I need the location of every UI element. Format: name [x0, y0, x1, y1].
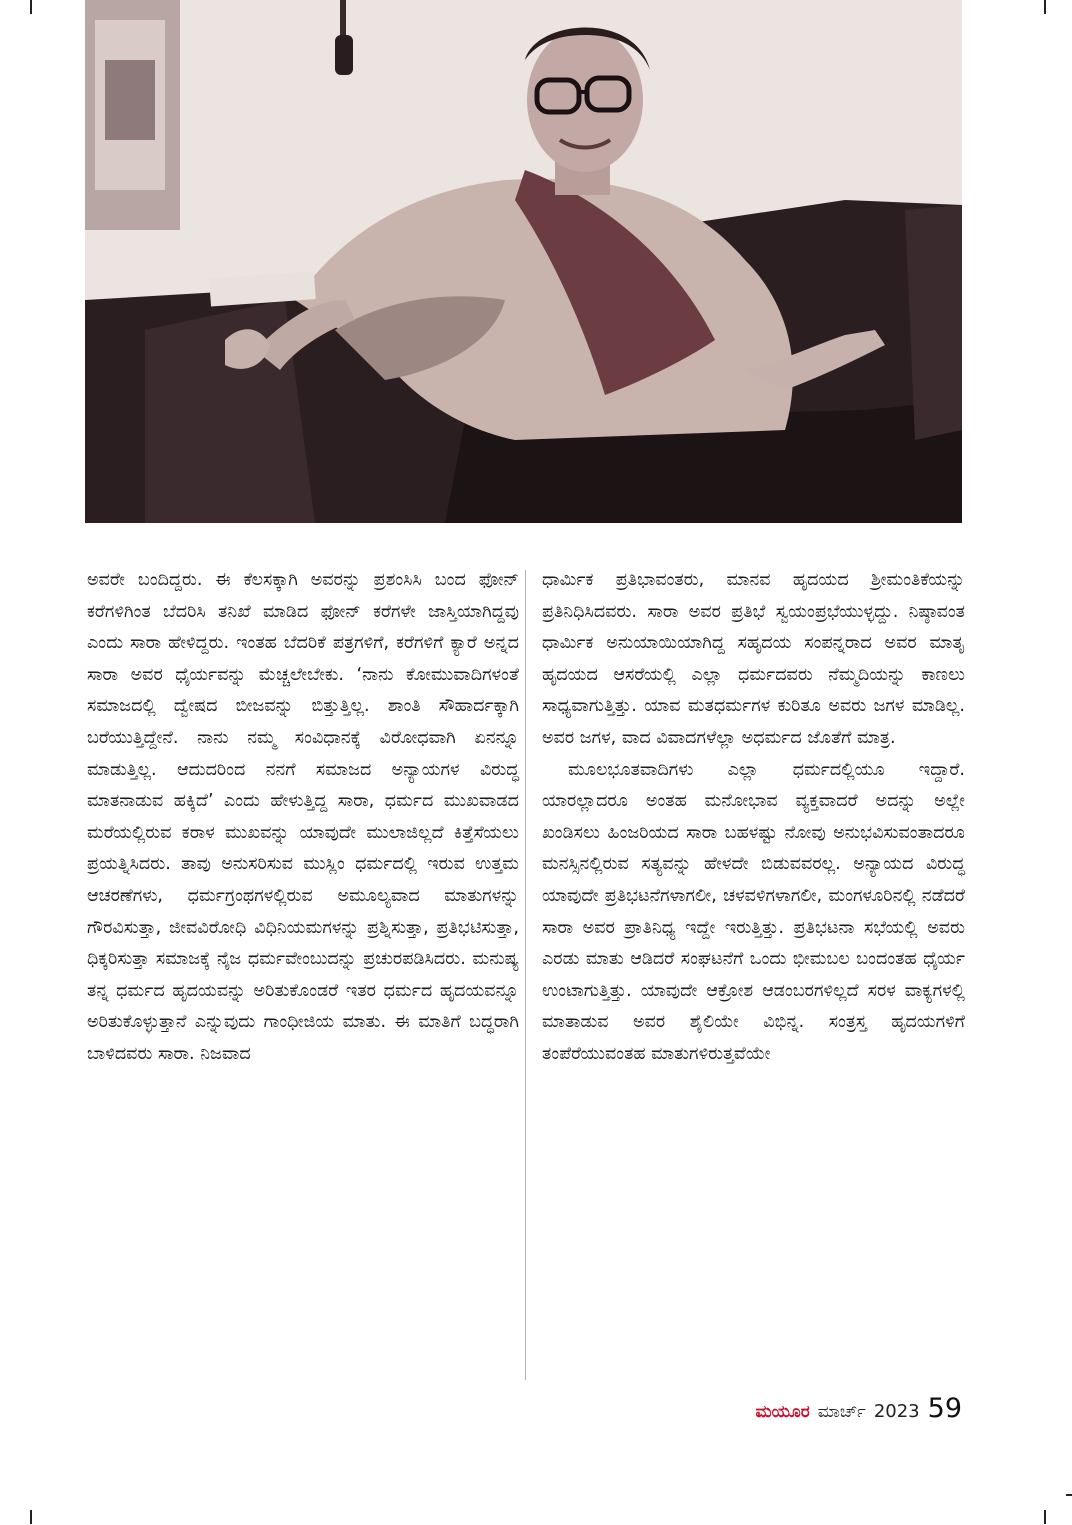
issue-month: ಮಾರ್ಚ್: [817, 1402, 866, 1422]
portrait-photo-icon: [85, 0, 962, 523]
page-footer: [756, 1393, 962, 1424]
article-paragraph: ಅವರೇ ಬಂದಿದ್ದರು. ಈ ಕೆಲಸಕ್ಕಾಗಿ ಅವರನ್ನು ಪ್ರಶಂಸಿಸಿ ಬಂದ ಫೋನ್ ಕರೆಗಳಿಗಿಂತ ಬೆದರಿಸಿ ತನಿಖೆ ಮಾಡಿದ ಫೋನ್ ಕರೆಗಳೇ ಜಾಸ್ತಿಯಾಗಿದ್ದವು ಎಂದು ಸಾರಾ ಹೇಳಿದ್ದರು. ಇಂತಹ ಬೆದರಿಕೆ ಪತ್ರಗಳಿಗೆ, ಕರೆಗಳಿಗೆ ಕ್ಯಾರೆ ಅನ್ನದ ಸಾರಾ ಅವರ ಧೈರ್ಯವನ್ನು ಮೆಚ್ಚಲೇಬೇಕು. ‘ನಾನು ಕೋಮುವಾದಿಗಳಂತೆ ಸಮಾಜದಲ್ಲಿ ದ್ವೇಷದ ಬೀಜವನ್ನು ಬಿತ್ತುತ್ತಿಲ್ಲ. ಶಾಂತಿ ಸೌಹಾರ್ದಕ್ಕಾಗಿ ಬರೆಯುತ್ತಿದ್ದೇನೆ. ನಾನು ನಮ್ಮ ಸಂವಿಧಾನಕ್ಕೆ ವಿರೋಧವಾಗಿ ಏನನ್ನೂ ಮಾಡುತ್ತಿಲ್ಲ. ಆದುದರಿಂದ ನನಗೆ ಸಮಾಜದ ಅನ್ಯಾಯಗಳ ವಿರುದ್ಧ ಮಾತನಾಡುವ ಹಕ್ಕಿದೆ’ ಎಂದು ಹೇಳುತ್ತಿದ್ದ ಸಾರಾ, ಧರ್ಮದ ಮುಖವಾಡದ ಮರೆಯಲ್ಲಿರುವ ಕರಾಳ ಮುಖವನ್ನು ಯಾವುದೇ ಮುಲಾಜಿಲ್ಲದೆ ಕಿತ್ತೆಸೆಯಲು ಪ್ರಯತ್ನಿಸಿದರು. ತಾವು ಅನುಸರಿಸುವ ಮುಸ್ಲಿಂ ಧರ್ಮದಲ್ಲಿ ಇರುವ ಉತ್ತಮ ಆಚರಣೆಗಳು, ಧರ್ಮಗ್ರಂಥಗಳಲ್ಲಿರುವ ಅಮೂಲ್ಯವಾದ ಮಾತುಗಳನ್ನು ಗೌರವಿಸುತ್ತಾ, ಜೀವವಿರೋಧಿ ವಿಧಿನಿಯಮಗಳನ್ನು ಪ್ರಶ್ನಿಸುತ್ತಾ, ಪ್ರತಿಭಟಿಸುತ್ತಾ, ಧಿಕ್ಕರಿಸುತ್ತಾ ಸಮಾಜಕ್ಕೆ ನೈಜ ಧರ್ಮವೇಂಬುದನ್ನು ಪ್ರಚುರಪಡಿಸಿದರು. ಮನುಷ್ಯ ತನ್ನ ಧರ್ಮದ ಹೃದಯವನ್ನು ಅರಿತುಕೊಂಡರೆ ಇತರ ಧರ್ಮದ ಹೃದಯವನ್ನೂ ಅರಿತುಕೊಳ್ಳುತ್ತಾನೆ ಎನ್ನುವುದು ಗಾಂಧೀಜಿಯ ಮಾತು. ಈ ಮಾತಿಗೆ ಬದ್ಧರಾಗಿ ಬಾಳಿದವರು ಸಾರಾ. ನಿಜವಾದ: [87, 570, 519, 1064]
article-column-right: [542, 565, 965, 1071]
crop-mark-bottom-left: [30, 1510, 32, 1524]
magazine-name: ಮಯೂರ: [755, 1402, 810, 1422]
issue-year: 2023: [873, 1401, 920, 1422]
crop-mark-top-left: [30, 0, 32, 14]
portrait-photo: [85, 0, 962, 523]
crop-mark-top-right: [1044, 0, 1046, 14]
column-divider: [525, 570, 526, 1380]
page-number: 59: [927, 1393, 962, 1424]
article-paragraph: ಮೂಲಭೂತವಾದಿಗಳು ಎಲ್ಲಾ ಧರ್ಮದಲ್ಲಿಯೂ ಇದ್ದಾರೆ. ಯಾರಲ್ಲಾದರೂ ಅಂತಹ ಮನೋಭಾವ ವ್ಯಕ್ತವಾದರೆ ಅದನ್ನು ಅಲ್ಲೇ ಖಂಡಿಸಲು ಹಿಂಜರಿಯದ ಸಾರಾ ಬಹಳಷ್ಟು ನೋವು ಅನುಭವಿಸುವಂತಾದರೂ ಮನಸ್ಸಿನಲ್ಲಿರುವ ಸತ್ಯವನ್ನು ಹೇಳದೇ ಬಿಡುವವರಲ್ಲ. ಅನ್ಯಾಯದ ವಿರುದ್ಧ ಯಾವುದೇ ಪ್ರತಿಭಟನೆಗಳಾಗಲೀ, ಚಳವಳಿಗಳಾಗಲೀ, ಮಂಗಳೂರಿನಲ್ಲಿ ನಡೆದರೆ ಸಾರಾ ಅವರ ಪ್ರಾತಿನಿಧ್ಯ ಇದ್ದೇ ಇರುತ್ತಿತ್ತು. ಪ್ರತಿಭಟನಾ ಸಭೆಯಲ್ಲಿ ಅವರು ಎರಡು ಮಾತು ಆಡಿದರೆ ಸಂಘಟನೆಗೆ ಒಂದು ಭೀಮಬಲ ಬಂದಂತಹ ಧೈರ್ಯ ಉಂಟಾಗುತ್ತಿತ್ತು. ಯಾವುದೇ ಆಕ್ರೋಶ ಆಡಂಬರಗಳಿಲ್ಲದೆ ಸರಳ ವಾಕ್ಯಗಳಲ್ಲಿ ಮಾತಾಡುವ ಅವರ ಶೈಲಿಯೇ ವಿಭಿನ್ನ. ಸಂತ್ರಸ್ತ ಹೃದಯಗಳಿಗೆ ತಂಪೆರೆಯುವಂತಹ ಮಾತುಗಳಿರುತ್ತವೆಯೇ: [542, 759, 965, 1064]
crop-mark-bottom-right: [1044, 1510, 1046, 1524]
article-column-left: [87, 565, 519, 1071]
article-paragraph: ಧಾರ್ಮಿಕ ಪ್ರತಿಭಾವಂತರು, ಮಾನವ ಹೃದಯದ ಶ್ರೀಮಂತಿಕೆಯನ್ನು ಪ್ರತಿನಿಧಿಸಿದವರು. ಸಾರಾ ಅವರ ಪ್ರತಿಭೆ ಸ್ವಯಂಪ್ರಭೆಯುಳ್ಳದ್ದು. ನಿಷ್ಠಾವಂತ ಧಾರ್ಮಿಕ ಅನುಯಾಯಿಯಾಗಿದ್ದ ಸಹೃದಯ ಸಂಪನ್ನರಾದ ಅವರ ಮಾತೃ ಹೃದಯದ ಆಸರೆಯಲ್ಲಿ ಎಲ್ಲಾ ಧರ್ಮದವರು ನೆಮ್ಮದಿಯನ್ನು ಕಾಣಲು ಸಾಧ್ಯವಾಗುತ್ತಿತ್ತು. ಯಾವ ಮತಧರ್ಮಗಳ ಕುರಿತೂ ಅವರು ಜಗಳ ಮಾಡಿಲ್ಲ. ಅವರ ಜಗಳ, ವಾದ ವಿವಾದಗಳೆಲ್ಲಾ ಅಧರ್ಮದ ಜೊತೆಗೆ ಮಾತ್ರ.: [542, 570, 965, 748]
crop-mark-right-mid: [1066, 1494, 1072, 1496]
